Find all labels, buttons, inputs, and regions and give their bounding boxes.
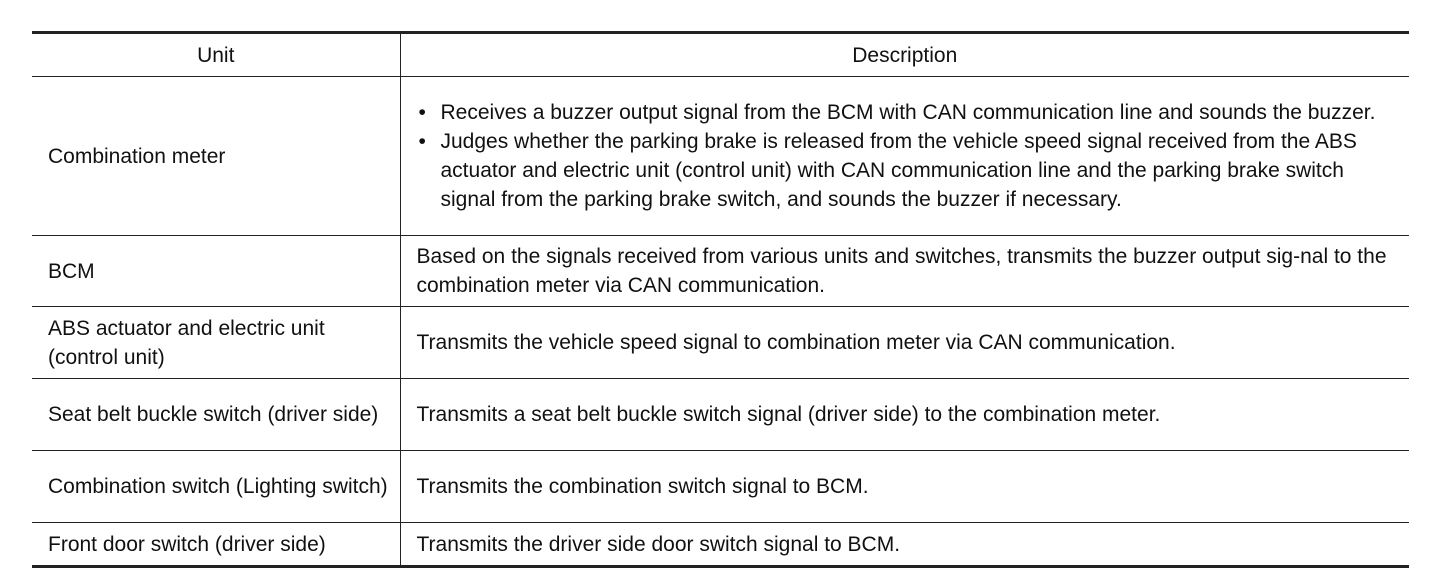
table-row [32, 379, 1409, 451]
unit-description-table [32, 31, 1409, 568]
description-cell [400, 77, 1409, 236]
unit-cell: Seat belt buckle switch (driver side) [32, 379, 400, 451]
description-bullet-list [417, 98, 1398, 214]
table-row [32, 77, 1409, 236]
description-bullet-item [417, 127, 1398, 214]
bullet-text: Judges whether the parking brake is released from the vehicle speed signal received from the ABS actuator and electric unit (control unit) with CAN communication line and the parking brake switch signal from the parking brake switch, and sounds the buzzer if necessary. [440, 130, 1357, 211]
unit-cell: Combination meter [32, 77, 400, 236]
description-cell: Based on the signals received from various units and switches, transmits the buzzer output sig-nal to the combination meter via CAN communication. [400, 236, 1409, 307]
table-row [32, 451, 1409, 523]
description-bullet-item [417, 98, 1398, 127]
description-cell: Transmits the combination switch signal to BCM. [400, 451, 1409, 523]
bullet-text: Receives a buzzer output signal from the BCM with CAN communication line and sounds the buzzer. [440, 101, 1376, 124]
table-row [32, 523, 1409, 567]
unit-cell: ABS actuator and electric unit (control unit) [32, 307, 400, 379]
description-cell: Transmits the driver side door switch signal to BCM. [400, 523, 1409, 567]
unit-cell: Combination switch (Lighting switch) [32, 451, 400, 523]
unit-cell: Front door switch (driver side) [32, 523, 400, 567]
table-header-row [32, 33, 1409, 77]
bullet-icon: • [418, 130, 426, 153]
unit-cell: BCM [32, 236, 400, 307]
column-header-unit: Unit [32, 33, 400, 77]
table-row [32, 236, 1409, 307]
description-cell: Transmits a seat belt buckle switch signal (driver side) to the combination meter. [400, 379, 1409, 451]
column-header-description: Description [400, 33, 1409, 77]
description-cell: Transmits the vehicle speed signal to combination meter via CAN communication. [400, 307, 1409, 379]
table-row [32, 307, 1409, 379]
bullet-icon: • [418, 101, 426, 124]
